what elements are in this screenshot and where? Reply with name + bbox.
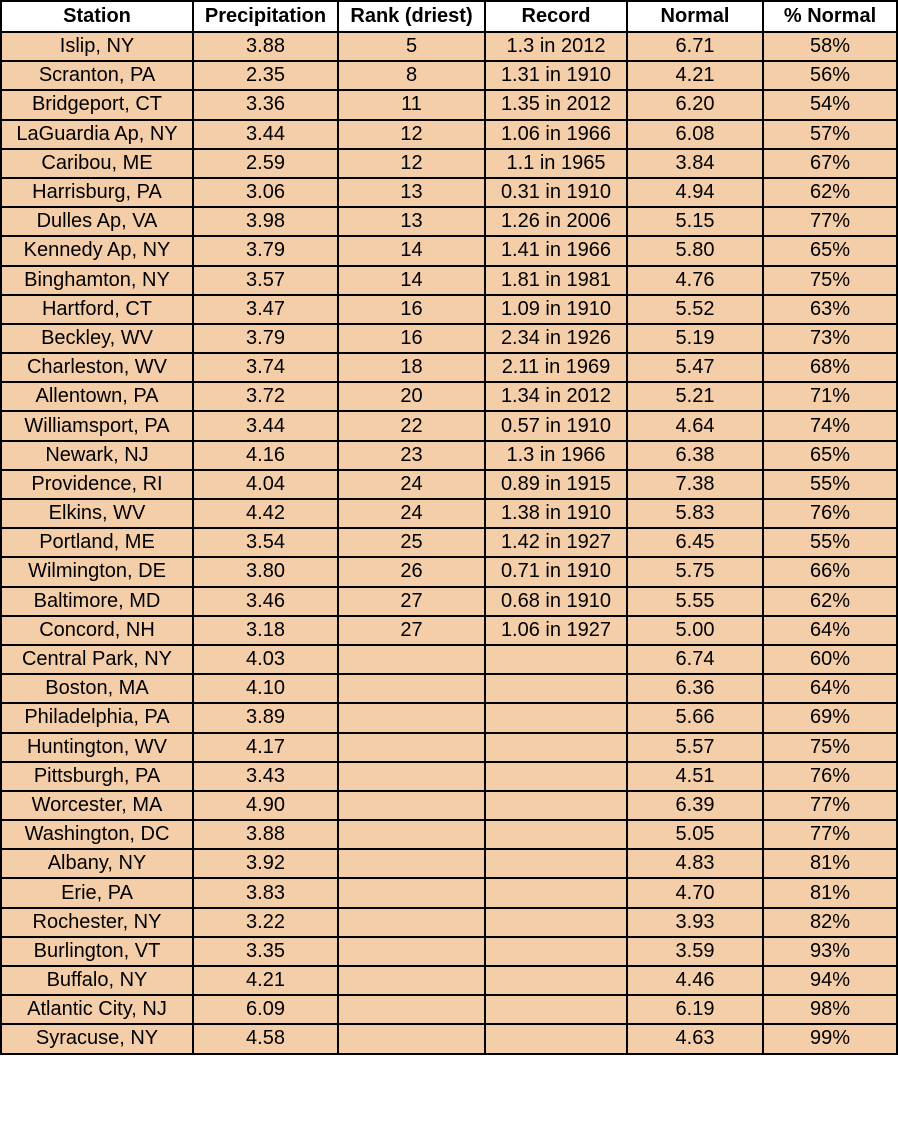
table-row <box>1 995 897 1024</box>
cell-record: 1.09 in 1910 <box>485 295 627 324</box>
cell-station: Wilmington, DE <box>1 557 193 586</box>
cell-percent-normal: 82% <box>763 908 897 937</box>
cell-normal: 5.47 <box>627 353 763 382</box>
cell-normal: 5.83 <box>627 499 763 528</box>
cell-precipitation: 3.36 <box>193 90 338 119</box>
cell-rank-driest: 24 <box>338 499 485 528</box>
cell-percent-normal: 75% <box>763 266 897 295</box>
header-precipitation: Precipitation <box>193 1 338 32</box>
cell-rank-driest: 23 <box>338 441 485 470</box>
cell-station: Burlington, VT <box>1 937 193 966</box>
cell-normal: 4.51 <box>627 762 763 791</box>
cell-percent-normal: 99% <box>763 1024 897 1053</box>
cell-percent-normal: 62% <box>763 587 897 616</box>
cell-percent-normal: 60% <box>763 645 897 674</box>
cell-record: 1.81 in 1981 <box>485 266 627 295</box>
cell-precipitation: 3.79 <box>193 236 338 265</box>
header-normal: Normal <box>627 1 763 32</box>
table-row <box>1 120 897 149</box>
table-row <box>1 908 897 937</box>
cell-station: Providence, RI <box>1 470 193 499</box>
cell-station: Concord, NH <box>1 616 193 645</box>
cell-precipitation: 3.89 <box>193 703 338 732</box>
cell-percent-normal: 55% <box>763 528 897 557</box>
cell-precipitation: 3.79 <box>193 324 338 353</box>
cell-normal: 3.59 <box>627 937 763 966</box>
cell-normal: 5.19 <box>627 324 763 353</box>
cell-station: Worcester, MA <box>1 791 193 820</box>
cell-station: Central Park, NY <box>1 645 193 674</box>
cell-normal: 6.71 <box>627 32 763 61</box>
table-row <box>1 849 897 878</box>
table-row <box>1 324 897 353</box>
cell-precipitation: 4.21 <box>193 966 338 995</box>
cell-station: Portland, ME <box>1 528 193 557</box>
cell-rank-driest: 27 <box>338 616 485 645</box>
cell-station: Washington, DC <box>1 820 193 849</box>
cell-precipitation: 3.72 <box>193 382 338 411</box>
cell-rank-driest: 16 <box>338 295 485 324</box>
table-row <box>1 470 897 499</box>
cell-record: 1.35 in 2012 <box>485 90 627 119</box>
cell-record <box>485 995 627 1024</box>
cell-station: Philadelphia, PA <box>1 703 193 732</box>
cell-percent-normal: 55% <box>763 470 897 499</box>
cell-normal: 5.15 <box>627 207 763 236</box>
cell-precipitation: 4.42 <box>193 499 338 528</box>
cell-rank-driest <box>338 937 485 966</box>
cell-record <box>485 733 627 762</box>
cell-normal: 6.36 <box>627 674 763 703</box>
header-rank-driest: Rank (driest) <box>338 1 485 32</box>
cell-precipitation: 3.22 <box>193 908 338 937</box>
cell-percent-normal: 64% <box>763 616 897 645</box>
cell-station: Allentown, PA <box>1 382 193 411</box>
cell-rank-driest: 26 <box>338 557 485 586</box>
table-row <box>1 266 897 295</box>
cell-percent-normal: 57% <box>763 120 897 149</box>
cell-normal: 4.46 <box>627 966 763 995</box>
cell-normal: 6.20 <box>627 90 763 119</box>
cell-rank-driest: 8 <box>338 61 485 90</box>
cell-precipitation: 4.16 <box>193 441 338 470</box>
cell-record <box>485 937 627 966</box>
cell-precipitation: 3.43 <box>193 762 338 791</box>
table-row <box>1 61 897 90</box>
cell-rank-driest: 5 <box>338 32 485 61</box>
cell-record: 1.41 in 1966 <box>485 236 627 265</box>
table-row <box>1 499 897 528</box>
table-row <box>1 937 897 966</box>
cell-normal: 5.21 <box>627 382 763 411</box>
cell-precipitation: 4.90 <box>193 791 338 820</box>
cell-percent-normal: 56% <box>763 61 897 90</box>
cell-normal: 5.55 <box>627 587 763 616</box>
cell-station: Scranton, PA <box>1 61 193 90</box>
cell-percent-normal: 68% <box>763 353 897 382</box>
cell-precipitation: 4.03 <box>193 645 338 674</box>
cell-rank-driest <box>338 674 485 703</box>
cell-record <box>485 703 627 732</box>
cell-station: Dulles Ap, VA <box>1 207 193 236</box>
cell-rank-driest <box>338 849 485 878</box>
cell-rank-driest: 22 <box>338 411 485 440</box>
cell-normal: 4.63 <box>627 1024 763 1053</box>
cell-normal: 5.80 <box>627 236 763 265</box>
cell-rank-driest: 14 <box>338 266 485 295</box>
cell-rank-driest: 25 <box>338 528 485 557</box>
cell-normal: 5.00 <box>627 616 763 645</box>
header-station: Station <box>1 1 193 32</box>
cell-percent-normal: 67% <box>763 149 897 178</box>
cell-station: Rochester, NY <box>1 908 193 937</box>
cell-percent-normal: 77% <box>763 791 897 820</box>
cell-record: 1.3 in 2012 <box>485 32 627 61</box>
cell-precipitation: 3.44 <box>193 411 338 440</box>
cell-rank-driest: 20 <box>338 382 485 411</box>
cell-percent-normal: 73% <box>763 324 897 353</box>
cell-rank-driest: 16 <box>338 324 485 353</box>
table-row <box>1 1024 897 1053</box>
cell-station: Elkins, WV <box>1 499 193 528</box>
cell-percent-normal: 63% <box>763 295 897 324</box>
cell-normal: 6.08 <box>627 120 763 149</box>
cell-precipitation: 3.35 <box>193 937 338 966</box>
table-row <box>1 762 897 791</box>
cell-record <box>485 820 627 849</box>
table-row <box>1 295 897 324</box>
cell-record: 1.38 in 1910 <box>485 499 627 528</box>
cell-rank-driest <box>338 645 485 674</box>
cell-precipitation: 3.88 <box>193 820 338 849</box>
cell-station: Atlantic City, NJ <box>1 995 193 1024</box>
cell-precipitation: 3.18 <box>193 616 338 645</box>
table-row <box>1 411 897 440</box>
cell-normal: 4.64 <box>627 411 763 440</box>
cell-percent-normal: 71% <box>763 382 897 411</box>
table-row <box>1 236 897 265</box>
cell-record <box>485 966 627 995</box>
cell-percent-normal: 62% <box>763 178 897 207</box>
cell-precipitation: 3.06 <box>193 178 338 207</box>
cell-station: Huntington, WV <box>1 733 193 762</box>
cell-record: 0.68 in 1910 <box>485 587 627 616</box>
table-row <box>1 703 897 732</box>
cell-rank-driest <box>338 733 485 762</box>
cell-record: 1.06 in 1966 <box>485 120 627 149</box>
cell-normal: 6.45 <box>627 528 763 557</box>
header-percent-normal: % Normal <box>763 1 897 32</box>
cell-record <box>485 645 627 674</box>
cell-rank-driest <box>338 1024 485 1053</box>
cell-normal: 4.94 <box>627 178 763 207</box>
cell-record: 1.1 in 1965 <box>485 149 627 178</box>
cell-normal: 6.39 <box>627 791 763 820</box>
cell-precipitation: 3.92 <box>193 849 338 878</box>
cell-rank-driest <box>338 878 485 907</box>
cell-normal: 5.66 <box>627 703 763 732</box>
table-row <box>1 791 897 820</box>
cell-percent-normal: 66% <box>763 557 897 586</box>
cell-precipitation: 2.35 <box>193 61 338 90</box>
cell-record: 1.26 in 2006 <box>485 207 627 236</box>
cell-normal: 6.38 <box>627 441 763 470</box>
cell-record: 0.31 in 1910 <box>485 178 627 207</box>
cell-normal: 4.70 <box>627 878 763 907</box>
cell-station: Charleston, WV <box>1 353 193 382</box>
cell-precipitation: 4.10 <box>193 674 338 703</box>
cell-percent-normal: 77% <box>763 820 897 849</box>
cell-record <box>485 674 627 703</box>
table-row <box>1 32 897 61</box>
cell-station: Bridgeport, CT <box>1 90 193 119</box>
cell-percent-normal: 58% <box>763 32 897 61</box>
cell-station: Syracuse, NY <box>1 1024 193 1053</box>
cell-rank-driest <box>338 966 485 995</box>
table-row <box>1 616 897 645</box>
table-row <box>1 90 897 119</box>
cell-station: Kennedy Ap, NY <box>1 236 193 265</box>
cell-normal: 7.38 <box>627 470 763 499</box>
table-row <box>1 878 897 907</box>
cell-precipitation: 3.80 <box>193 557 338 586</box>
cell-station: Baltimore, MD <box>1 587 193 616</box>
cell-station: Caribou, ME <box>1 149 193 178</box>
cell-precipitation: 3.57 <box>193 266 338 295</box>
table-row <box>1 557 897 586</box>
cell-station: Islip, NY <box>1 32 193 61</box>
cell-record: 2.11 in 1969 <box>485 353 627 382</box>
cell-record: 1.3 in 1966 <box>485 441 627 470</box>
cell-rank-driest: 13 <box>338 178 485 207</box>
cell-rank-driest: 12 <box>338 149 485 178</box>
cell-percent-normal: 69% <box>763 703 897 732</box>
cell-rank-driest <box>338 791 485 820</box>
cell-percent-normal: 74% <box>763 411 897 440</box>
table-row <box>1 820 897 849</box>
header-row <box>1 1 897 32</box>
cell-normal: 4.76 <box>627 266 763 295</box>
table-row <box>1 207 897 236</box>
cell-record <box>485 1024 627 1053</box>
cell-precipitation: 3.47 <box>193 295 338 324</box>
cell-station: Boston, MA <box>1 674 193 703</box>
cell-record <box>485 849 627 878</box>
cell-record <box>485 908 627 937</box>
table-row <box>1 528 897 557</box>
table-row <box>1 441 897 470</box>
cell-normal: 5.57 <box>627 733 763 762</box>
cell-record: 1.06 in 1927 <box>485 616 627 645</box>
table-row <box>1 674 897 703</box>
cell-rank-driest <box>338 703 485 732</box>
table-row <box>1 645 897 674</box>
cell-precipitation: 3.44 <box>193 120 338 149</box>
cell-station: Harrisburg, PA <box>1 178 193 207</box>
cell-precipitation: 3.54 <box>193 528 338 557</box>
cell-normal: 5.52 <box>627 295 763 324</box>
cell-normal: 4.83 <box>627 849 763 878</box>
cell-percent-normal: 76% <box>763 762 897 791</box>
cell-station: Albany, NY <box>1 849 193 878</box>
cell-normal: 4.21 <box>627 61 763 90</box>
cell-normal: 3.84 <box>627 149 763 178</box>
cell-percent-normal: 94% <box>763 966 897 995</box>
cell-rank-driest: 12 <box>338 120 485 149</box>
cell-rank-driest <box>338 820 485 849</box>
cell-station: Binghamton, NY <box>1 266 193 295</box>
cell-percent-normal: 98% <box>763 995 897 1024</box>
cell-normal: 6.74 <box>627 645 763 674</box>
cell-rank-driest: 13 <box>338 207 485 236</box>
cell-station: Buffalo, NY <box>1 966 193 995</box>
cell-normal: 5.75 <box>627 557 763 586</box>
cell-precipitation: 4.58 <box>193 1024 338 1053</box>
cell-precipitation: 3.88 <box>193 32 338 61</box>
table-row <box>1 382 897 411</box>
cell-percent-normal: 93% <box>763 937 897 966</box>
cell-rank-driest: 14 <box>338 236 485 265</box>
cell-normal: 5.05 <box>627 820 763 849</box>
cell-station: Hartford, CT <box>1 295 193 324</box>
cell-record <box>485 791 627 820</box>
cell-normal: 6.19 <box>627 995 763 1024</box>
cell-precipitation: 4.04 <box>193 470 338 499</box>
cell-station: Pittsburgh, PA <box>1 762 193 791</box>
cell-station: Williamsport, PA <box>1 411 193 440</box>
cell-precipitation: 4.17 <box>193 733 338 762</box>
cell-percent-normal: 65% <box>763 441 897 470</box>
cell-rank-driest: 24 <box>338 470 485 499</box>
table-row <box>1 733 897 762</box>
cell-percent-normal: 65% <box>763 236 897 265</box>
cell-precipitation: 2.59 <box>193 149 338 178</box>
cell-percent-normal: 77% <box>763 207 897 236</box>
table-body <box>1 32 897 1054</box>
cell-percent-normal: 81% <box>763 878 897 907</box>
cell-record <box>485 878 627 907</box>
cell-rank-driest <box>338 908 485 937</box>
cell-precipitation: 3.98 <box>193 207 338 236</box>
cell-percent-normal: 76% <box>763 499 897 528</box>
cell-percent-normal: 75% <box>763 733 897 762</box>
cell-record: 0.71 in 1910 <box>485 557 627 586</box>
cell-station: Erie, PA <box>1 878 193 907</box>
cell-record: 1.42 in 1927 <box>485 528 627 557</box>
cell-precipitation: 3.74 <box>193 353 338 382</box>
cell-precipitation: 6.09 <box>193 995 338 1024</box>
cell-rank-driest: 18 <box>338 353 485 382</box>
table-row <box>1 353 897 382</box>
table-row <box>1 149 897 178</box>
table-row <box>1 178 897 207</box>
cell-station: Beckley, WV <box>1 324 193 353</box>
cell-record: 2.34 in 1926 <box>485 324 627 353</box>
cell-record: 0.57 in 1910 <box>485 411 627 440</box>
cell-record: 0.89 in 1915 <box>485 470 627 499</box>
cell-rank-driest <box>338 995 485 1024</box>
cell-percent-normal: 54% <box>763 90 897 119</box>
cell-record: 1.34 in 2012 <box>485 382 627 411</box>
cell-precipitation: 3.46 <box>193 587 338 616</box>
cell-station: LaGuardia Ap, NY <box>1 120 193 149</box>
cell-precipitation: 3.83 <box>193 878 338 907</box>
cell-percent-normal: 64% <box>763 674 897 703</box>
header-record: Record <box>485 1 627 32</box>
cell-rank-driest <box>338 762 485 791</box>
cell-rank-driest: 27 <box>338 587 485 616</box>
cell-record: 1.31 in 1910 <box>485 61 627 90</box>
table-row <box>1 587 897 616</box>
cell-record <box>485 762 627 791</box>
cell-percent-normal: 81% <box>763 849 897 878</box>
cell-normal: 3.93 <box>627 908 763 937</box>
cell-station: Newark, NJ <box>1 441 193 470</box>
table-row <box>1 966 897 995</box>
cell-rank-driest: 11 <box>338 90 485 119</box>
